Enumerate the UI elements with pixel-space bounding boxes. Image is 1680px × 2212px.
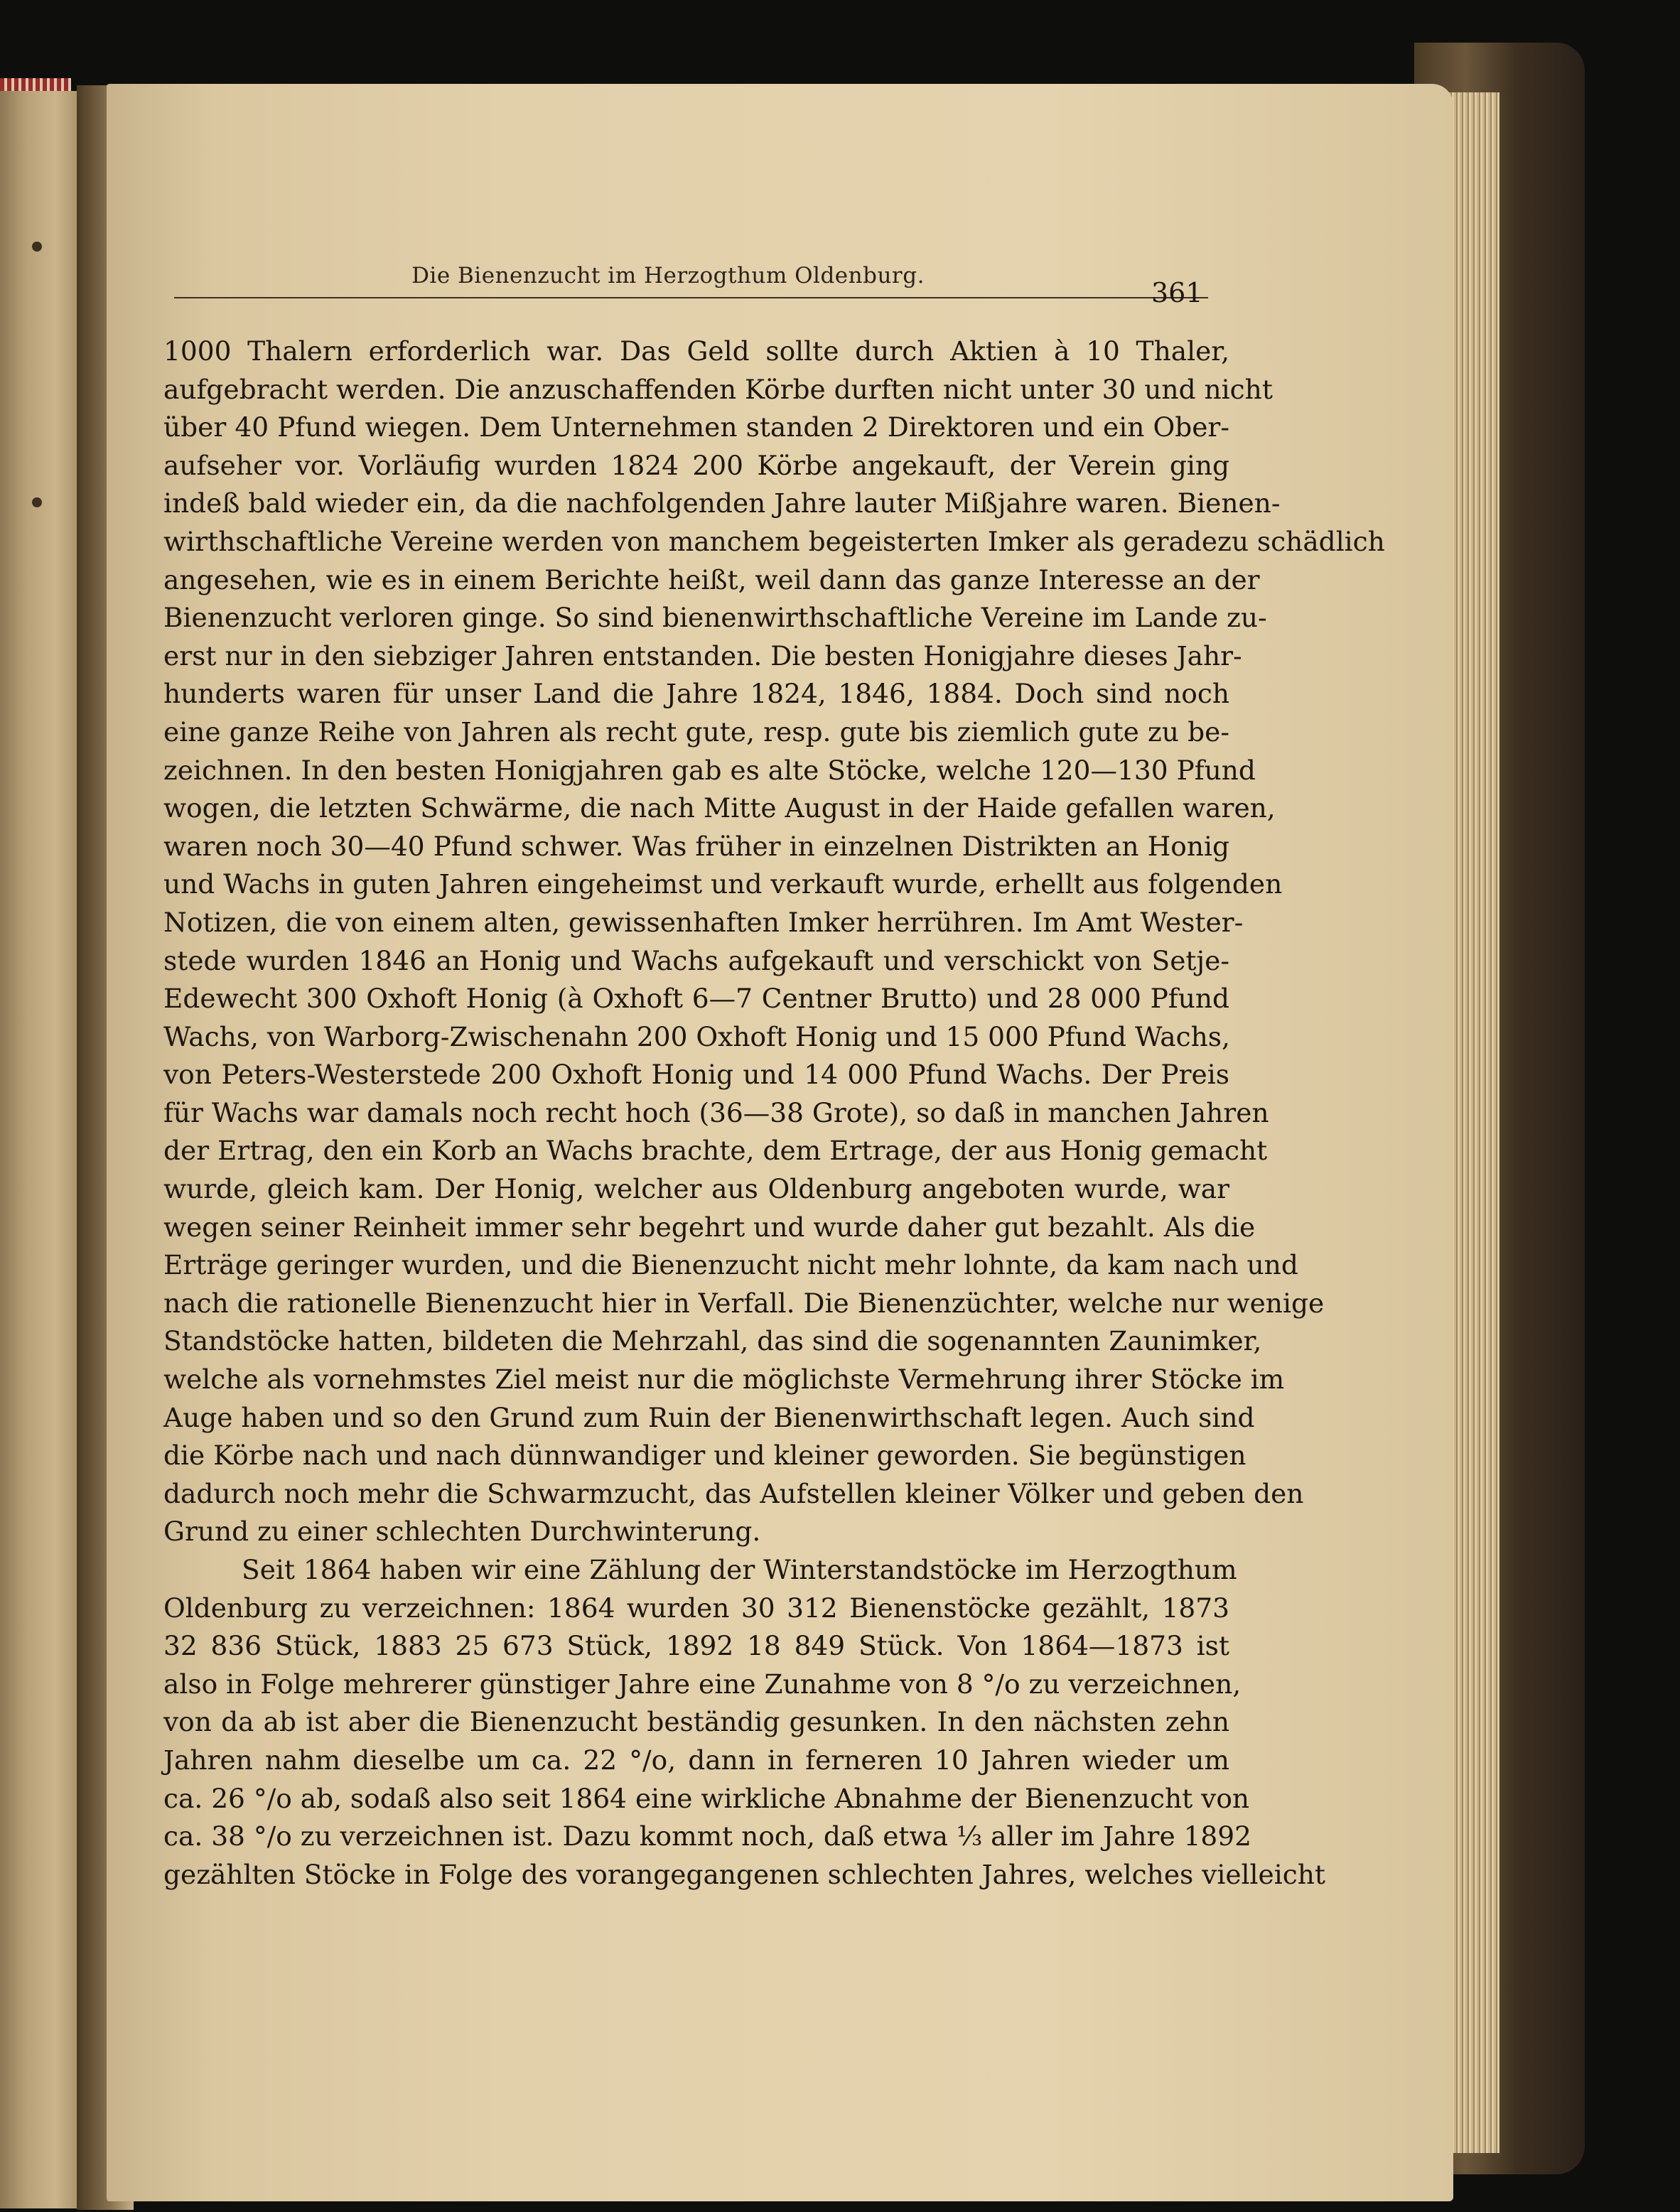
text-line: der Ertrag, den ein Korb an Wachs brachte, dem Ertrage, der aus Honig gemacht — [163, 1135, 1268, 1167]
text-line: wirthschaftliche Vereine werden von manchem begeisterten Imker als geradezu schädlich — [163, 525, 1385, 557]
running-head: Die Bienenzucht im Herzogthum Oldenburg. — [411, 263, 925, 288]
text-line: zeichnen. In den besten Honigjahren gab es alte Stöcke, welche 120—130 Pfund — [163, 754, 1256, 786]
text-line: Seit 1864 haben wir eine Zählung der Winterstandstöcke im Herzogthum — [242, 1554, 1237, 1585]
text-line: Erträge geringer wurden, und die Bienenzucht nicht mehr lohnte, da kam nach und — [163, 1249, 1298, 1281]
page-mark — [32, 242, 42, 252]
text-line: Bienenzucht verloren ginge. So sind bienenwirthschaftliche Vereine im Lande zu- — [163, 602, 1267, 634]
text-line: nach die rationelle Bienenzucht hier in Verfall. Die Bienenzüchter, welche nur wenige — [163, 1287, 1325, 1319]
page-number: 361 — [1151, 277, 1203, 308]
text-line: aufseher vor. Vorläufig wurden 1824 200 Körbe angekauft, der Verein ging — [163, 449, 1229, 481]
text-line: Grund zu einer schlechten Durchwinterung. — [163, 1516, 761, 1548]
text-line: und Wachs in guten Jahren eingeheimst und verkauft wurde, erhellt aus folgenden — [163, 868, 1283, 900]
text-line: hunderts waren für unser Land die Jahre 1824, 1846, 1884. Doch sind noch — [163, 678, 1229, 710]
text-line: Jahren nahm dieselbe um ca. 22 °/o, dann in ferneren 10 Jahren wieder um — [163, 1744, 1229, 1776]
text-line: wogen, die letzten Schwärme, die nach Mitte August in der Haide gefallen waren, — [163, 792, 1276, 824]
text-line: von Peters-Westerstede 200 Oxhoft Honig und 14 000 Pfund Wachs. Der Preis — [163, 1059, 1229, 1091]
text-line: dadurch noch mehr die Schwarmzucht, das Aufstellen kleiner Völker und geben den — [163, 1477, 1304, 1509]
text-line: stede wurden 1846 an Honig und Wachs aufgekauft und verschickt von Setje- — [163, 944, 1229, 976]
text-line: Wachs, von Warborg-Zwischenahn 200 Oxhoft Honig und 15 000 Pfund Wachs, — [163, 1020, 1230, 1052]
text-line: wegen seiner Reinheit immer sehr begehrt und wurde daher gut bezahlt. Als die — [163, 1211, 1256, 1243]
text-line: eine ganze Reihe von Jahren als recht gute, resp. gute bis ziemlich gute zu be- — [163, 716, 1229, 748]
body-text — [163, 333, 1385, 1894]
text-line: ca. 26 °/o ab, sodaß also seit 1864 eine wirkliche Abnahme der Bienenzucht von — [163, 1782, 1250, 1814]
text-line: Standstöcke hatten, bildeten die Mehrzahl, das sind die sogenannten Zaunimker, — [163, 1325, 1262, 1357]
text-line: 1000 Thalern erforderlich war. Das Geld sollte durch Aktien à 10 Thaler, — [163, 335, 1229, 367]
text-line: gezählten Stöcke in Folge des vorangegangenen schlechten Jahres, welches vielleicht — [163, 1858, 1325, 1890]
text-line: indeß bald wieder ein, da die nachfolgenden Jahre lauter Mißjahre waren. Bienen- — [163, 487, 1281, 519]
text-line: Notizen, die von einem alten, gewissenhaften Imker herrühren. Im Amt Wester- — [163, 906, 1244, 938]
text-line: aufgebracht werden. Die anzuschaffenden Körbe durften nicht unter 30 und nicht — [163, 373, 1273, 405]
text-line: für Wachs war damals noch recht hoch (36—38 Grote), so daß in manchen Jahren — [163, 1096, 1269, 1128]
text-line: welche als vornehmstes Ziel meist nur die möglichste Vermehrung ihrer Stöcke im — [163, 1364, 1285, 1396]
page-mark — [32, 497, 42, 507]
text-line: angesehen, wie es in einem Berichte heißt, weil dann das ganze Interesse an der — [163, 563, 1260, 595]
text-line: also in Folge mehrerer günstiger Jahre eine Zunahme von 8 °/o zu verzeichnen, — [163, 1668, 1242, 1700]
text-line: Edewecht 300 Oxhoft Honig (à Oxhoft 6—7 Centner Brutto) und 28 000 Pfund — [163, 983, 1229, 1015]
text-line: über 40 Pfund wiegen. Dem Unternehmen standen 2 Direktoren und ein Ober- — [163, 411, 1229, 443]
text-line: erst nur in den siebziger Jahren entstanden. Die besten Honigjahre dieses Jahr- — [163, 640, 1242, 671]
text-line: von da ab ist aber die Bienenzucht beständig gesunken. In den nächsten zehn — [163, 1706, 1229, 1738]
text-line: Oldenburg zu verzeichnen: 1864 wurden 30 312 Bienenstöcke gezählt, 1873 — [163, 1592, 1229, 1624]
facing-page-edge — [0, 91, 80, 2208]
text-line: 32 836 Stück, 1883 25 673 Stück, 1892 18 849 Stück. Von 1864—1873 ist — [163, 1630, 1229, 1662]
text-line: Auge haben und so den Grund zum Ruin der Bienenwirthschaft legen. Auch sind — [163, 1401, 1255, 1433]
text-line: wurde, gleich kam. Der Honig, welcher aus Oldenburg angeboten wurde, war — [163, 1173, 1229, 1205]
text-line: waren noch 30—40 Pfund schwer. Was früher in einzelnen Distrikten an Honig — [163, 830, 1229, 862]
text-line: ca. 38 °/o zu verzeichnen ist. Dazu kommt noch, daß etwa ⅓ aller im Jahre 1892 — [163, 1820, 1251, 1852]
text-line: die Körbe nach und nach dünnwandiger und kleiner geworden. Sie begünstigen — [163, 1440, 1246, 1472]
